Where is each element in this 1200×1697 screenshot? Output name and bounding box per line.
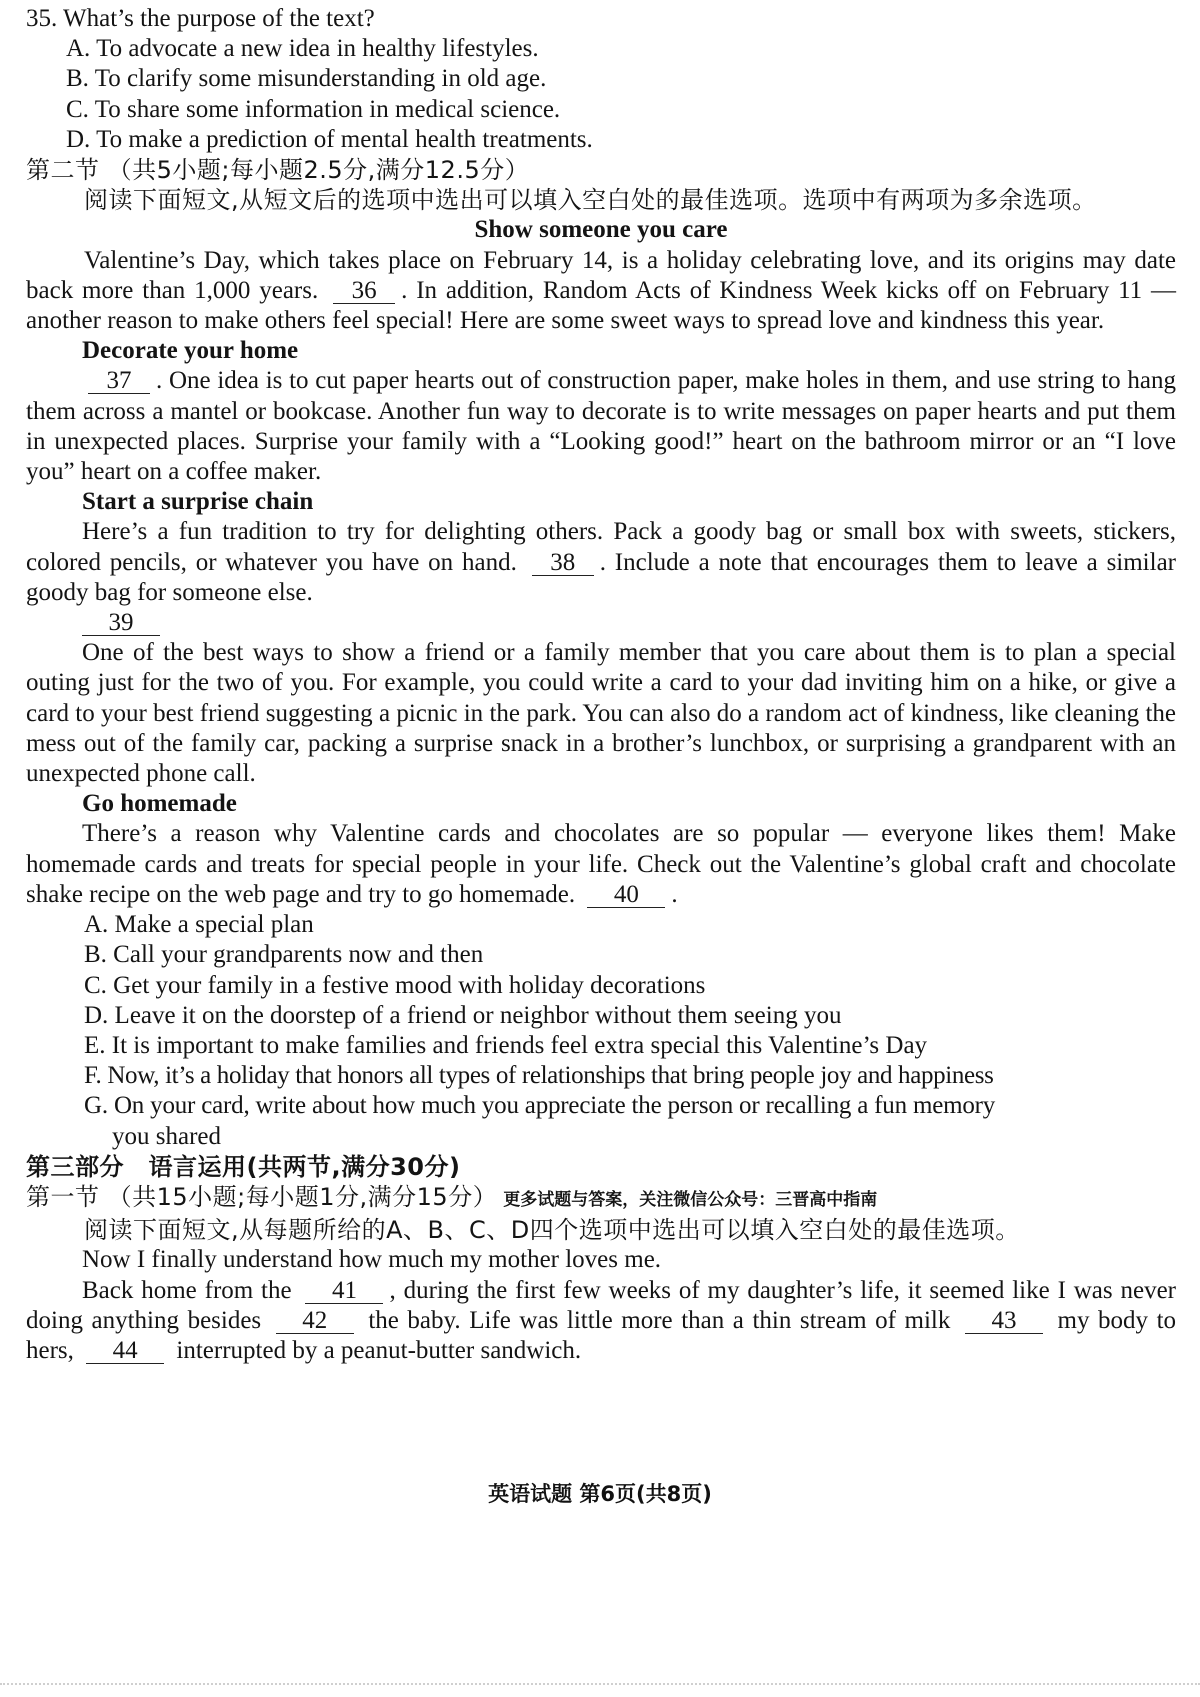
question-35-stem: 35. What’s the purpose of the text? xyxy=(26,5,375,32)
blank-41: 41 xyxy=(305,1279,383,1304)
passage-title: Show someone you care xyxy=(474,216,728,244)
p2b-text-e: interrupted by a peanut-butter sandwich. xyxy=(176,1336,582,1364)
blank-42: 42 xyxy=(276,1309,354,1334)
page-footer: 英语试题 第6页(共8页) xyxy=(488,1482,712,1506)
q35-option-c: C. To share some information in medical science. xyxy=(66,95,561,123)
blank-36: 36 xyxy=(333,279,395,304)
blank-37: 37 xyxy=(88,369,150,394)
heading-decorate-home: Decorate your home xyxy=(82,337,299,365)
blank-40: 40 xyxy=(587,883,665,908)
p5-text-before: There’s a reason why Valentine cards and chocolates are so popular — everyone likes them! Make homemade cards and treats for special people in your life. Check out the Valentine’s global craft and chocolate shake recipe on the web page and try to go homemade. xyxy=(26,820,1176,908)
paragraph-2 xyxy=(26,366,1176,487)
paragraph-5 xyxy=(26,819,1176,910)
passage2-paragraph xyxy=(26,1276,1176,1367)
section2-instruction: 阅读下面短文,从短文后的选项中选出可以填入空白处的最佳选项。选项中有两项为多余选项。 xyxy=(84,186,1097,215)
p3-text-after: . Include a note that encourages them to leave a similar goody bag for someone else. xyxy=(26,548,1176,606)
option-e: E. It is important to make families and friends feel extra special this Valentine’s Day xyxy=(84,1031,928,1059)
option-g: G. On your card, write about how much you appreciate the person or recalling a fun memory xyxy=(84,1092,996,1120)
p4-text: One of the best ways to show a friend or a family member that you care about them is to plan a special outing just for the two of you. For example, you could write a card to your dad inviting him on a hike, or give a card to your best friend suggesting a picnic in the park. You can also do a random act of kindness, like cleaning the mess out of the family car, packing a surprise snack in a brother’s lunchbox, or surprising a grandparent with an unexpected phone call. xyxy=(26,639,1176,788)
p2b-text-a: Back home from the xyxy=(82,1276,292,1304)
option-f: F. Now, it’s a holiday that honors all types of relationships that bring people joy and happiness xyxy=(84,1062,994,1090)
p5-text-after: . xyxy=(671,880,678,908)
blank-44: 44 xyxy=(86,1339,164,1364)
option-d: D. Leave it on the doorstep of a friend or neighbor without them seeing you xyxy=(84,1001,842,1029)
q35-option-a: A. To advocate a new idea in healthy lifestyles. xyxy=(66,35,539,63)
paragraph-1 xyxy=(26,246,1176,337)
exam-page xyxy=(26,4,1176,1366)
section2-header: 第二节 （共5小题;每小题2.5分,满分12.5分） xyxy=(26,156,530,185)
paragraph-4 xyxy=(26,638,1176,789)
p2b-text-c: the baby. Life was little more than a thin stream of milk xyxy=(368,1306,951,1334)
p2b-text-b: , during the first few weeks of my daughter’s life, it seemed like I was never doing anything besides xyxy=(26,1276,1176,1334)
heading-go-homemade: Go homemade xyxy=(82,790,237,818)
paragraph-3 xyxy=(26,517,1176,608)
p2-text: . One idea is to cut paper hearts out of construction paper, make holes in them, and use string to hang them across a mantel or bookcase. Another fun way to decorate is to write messages on paper hearts and put them in unexpected places. Surprise your family with a “Looking good!” heart on the bathroom mirror or an “I love you” heart on a coffee maker. xyxy=(26,367,1176,486)
part3-section1-header: 第一节 （共15小题;每小题1分,满分15分） xyxy=(26,1182,498,1211)
heading-blank-39-row xyxy=(26,608,1176,638)
passage2-line-1: Now I finally understand how much my mother loves me. xyxy=(82,1246,662,1274)
p1-text-after: . In addition, Random Acts of Kindness Week kicks off on February 11 — another reason to make others feel special! Here are some sweet ways to spread love and kindness this year. xyxy=(26,276,1176,335)
option-b: B. Call your grandparents now and then xyxy=(84,941,484,969)
q35-option-d: D. To make a prediction of mental health treatments. xyxy=(66,125,593,153)
bottom-dotted-divider xyxy=(0,1683,1200,1687)
option-g-continued: you shared xyxy=(112,1122,221,1150)
p3-text-before: Here’s a fun tradition to try for delighting others. Pack a goody bag or small box with sweets, stickers, colored pencils, or whatever you have on hand. xyxy=(26,518,1176,576)
part3-instruction: 阅读下面短文,从每题所给的A、B、C、D四个选项中选出可以填入空白处的最佳选项。 xyxy=(84,1216,1020,1245)
blank-43: 43 xyxy=(965,1309,1043,1334)
option-a: A. Make a special plan xyxy=(84,911,314,939)
p1-text-before: Valentine’s Day, which takes place on February 14, is a holiday celebrating love, and its origins may date back more than 1,000 years. xyxy=(26,246,1176,304)
blank-38: 38 xyxy=(532,551,594,576)
blank-39: 39 xyxy=(82,611,160,636)
heading-surprise-chain: Start a surprise chain xyxy=(82,488,314,516)
part3-header: 第三部分 语言运用(共两节,满分30分) xyxy=(26,1152,461,1181)
promo-note: 更多试题与答案，关注微信公众号：三晋高中指南 xyxy=(503,1189,878,1210)
part3-section1-row xyxy=(26,1182,1176,1215)
q35-option-b: B. To clarify some misunderstanding in old age. xyxy=(66,65,547,93)
p2b-text-d: my body to hers, xyxy=(26,1306,1177,1364)
option-c: C. Get your family in a festive mood with holiday decorations xyxy=(84,971,706,999)
